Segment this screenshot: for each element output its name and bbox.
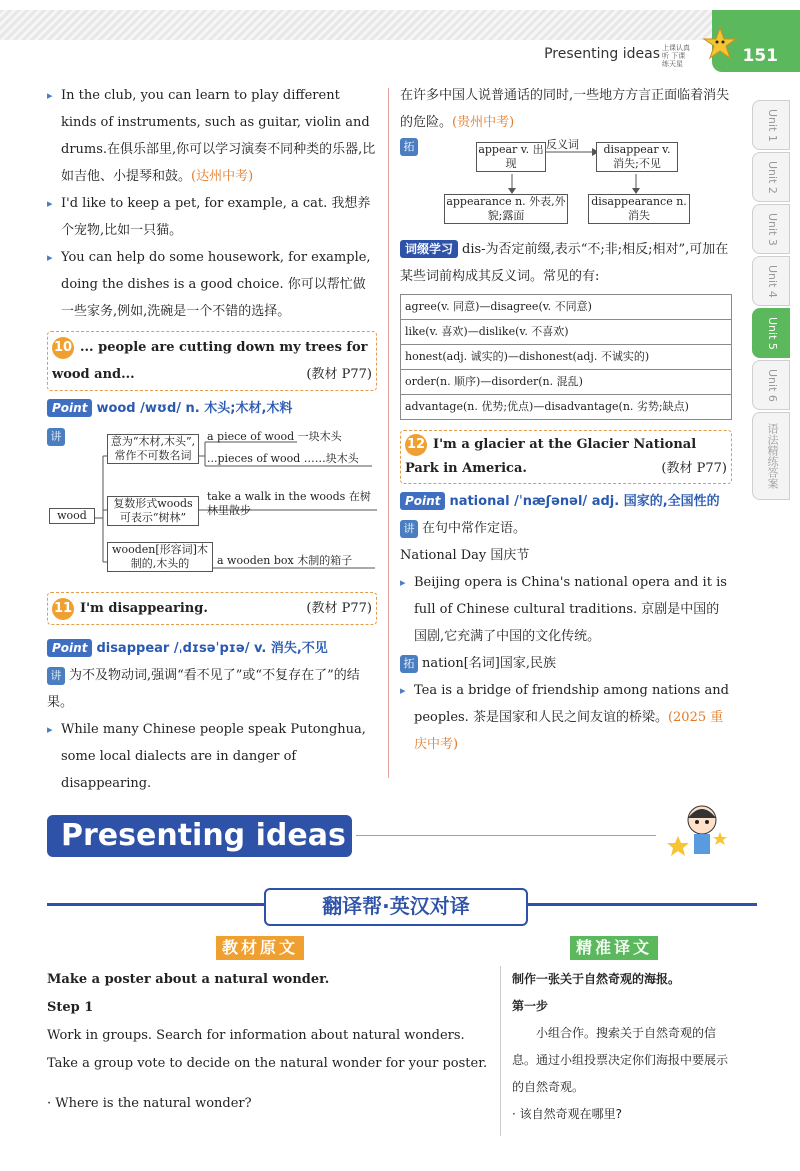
table-row: honest(adj. 诚实的)—dishonest(adj. 不诚实的) [401,345,731,370]
star-mascot-icon [702,26,738,62]
table-row: advantage(n. 优势;优点)—disadvantage(n. 劣势;缺点) [405,400,689,413]
source-text-badge: 教材原文 [216,936,304,960]
chinese-translation [512,966,736,1128]
woods-box: 复数形式woods可表示“树林” [107,496,199,526]
question-zh: · 该自然奇观在哪里? [512,1107,622,1121]
side-tab-unit4[interactable]: Unit 4 [752,256,790,306]
putonghua-translation: 在许多中国人说普通话的同时,一些地方方言正面临着消失的危险。(贵州中考) [400,88,730,130]
side-tab-unit1[interactable]: Unit 1 [752,100,790,150]
wood-point: Point wood /wʊd/ n. 木头;木材,木料 [47,395,377,422]
example-beijing-opera: ▸ Beijing opera is China's national opera and it is full of Chinese cultural traditions. 京剧是中国的国剧,它充满了中国的文化传统。 [400,569,732,650]
header-stripe [0,10,716,40]
disappear-note: 讲 为不及物动词,强调“看不见了”或“不复存在了”的结果。 [47,668,360,710]
english-source [47,966,491,1118]
jiang-icon: 讲 [400,520,418,538]
example-housework: ▸ You can help do some housework, for example, doing the dishes is a good choice. 你可以帮忙做一些家务,例如,洗碗是一个不错的选择。 [47,244,377,325]
wood-mindmap [47,428,377,580]
wood-meaning-box: 意为“木材,木头”,常作不可数名词 [107,434,199,464]
example-tea: ▸ Tea is a bridge of friendship among nations and peoples. 茶是国家和人民之间友谊的桥梁。(2025 重庆中考) [400,677,732,758]
wooden-example: a wooden box 木制的箱子 [217,554,353,567]
appear-diagram [400,138,732,228]
antonym-label: 反义词 [546,138,579,151]
translation-badge: 精准译文 [570,936,658,960]
appearance-box: appearance n. 外表,外貌;露面 [444,194,568,224]
example-pet: ▸ I'd like to keep a pet, for example, a cat. 我想养个宠物,比如一只猫。 [47,190,377,244]
side-tab-unit3[interactable]: Unit 3 [752,204,790,254]
tuo-icon: 拓 [400,138,418,156]
side-tab-unit6[interactable]: Unit 6 [752,360,790,410]
item-12: 12 I'm a glacier at the Glacier National Park in America. (教材 P77) [400,430,732,484]
right-column [400,82,732,136]
national-day: National Day 国庆节 [400,548,530,563]
appear-box: appear v. 出现 [476,142,546,172]
left-column [47,82,377,422]
national-note: 讲 在句中常作定语。 [400,515,732,542]
disappearance-box: disappearance n. 消失 [588,194,690,224]
step-zh: 第一步 [512,999,549,1013]
example-club: ▸ In the club, you can learn to play different kinds of instruments, such as guitar, violin and drums.在俱乐部里,你可以学习演奏不同种类的乐器,比如吉他、小提琴和鼓。(达州中考) [47,82,377,190]
table-row: agree(v. 同意)—disagree(v. 不同意) [401,295,731,320]
question-en: · Where is the natural wonder? [47,1096,252,1111]
section-title: Presenting ideas [544,46,660,62]
header-tagline: 上课认真听 下课练天星 [662,44,690,68]
tuo-icon: 拓 [400,655,418,673]
column-divider [388,88,389,778]
wood-center-box: wood [49,508,95,524]
banner-rule [356,835,656,836]
side-tab-unit5[interactable]: Unit 5 [752,308,790,358]
woods-example: take a walk in the woods 在树林里散步 [207,490,371,517]
side-tab-unit2[interactable]: Unit 2 [752,152,790,202]
task-title-en: Make a poster about a natural wonder. [47,972,330,987]
table-row: like(v. 喜欢)—dislike(v. 不喜欢) [401,320,731,345]
step-para-en: Work in groups. Search for information about natural wonders. Take a group vote to decide on the natural wonder for your poster. [47,1028,488,1071]
step-en: Step 1 [47,1000,94,1015]
page-number: 151 [742,46,778,66]
nation-extension: 拓 nation[名词]国家,民族 [400,650,732,677]
girl-mascot-icon [664,796,734,866]
wood-example-2: ...pieces of wood ……块木头 [207,452,359,465]
prefix-badge: 词缀学习 [400,240,458,258]
wood-example-1: a piece of wood 一块木头 [207,430,342,443]
jiang-icon: 讲 [47,667,65,685]
item-10: 10 ... people are cutting down my trees for wood and... (教材 P77) [47,331,377,391]
disappear-point: Point disappear /ˌdɪsəˈpɪə/ v. 消失,不见 [47,635,377,662]
item-11: 11 I'm disappearing. (教材 P77) [47,592,377,625]
step-para-zh: 小组合作。搜索关于自然奇观的信息。通过小组投票决定你们海报中要展示的自然奇观。 [512,1026,729,1094]
dis-word-table [400,294,732,420]
table-row: order(n. 顺序)—disorder(n. 混乱) [401,370,731,395]
task-title-zh: 制作一张关于自然奇观的海报。 [512,972,681,986]
example-putonghua: ▸ While many Chinese people speak Putonghua, some local dialects are in danger of disappearing. [47,716,377,797]
translation-divider [500,966,501,1136]
national-point: Point national /ˈnæʃənəl/ adj. 国家的,全国性的 [400,488,732,515]
wooden-box: wooden[形容词]木制的,木头的 [107,542,213,572]
jiang-icon: 讲 [47,428,65,446]
prefix-section [400,236,732,758]
side-tab-answers[interactable]: 语法精练答案 [752,412,790,500]
presenting-ideas-banner: Presenting ideas [47,815,352,857]
disappear-box: disappear v. 消失;不见 [596,142,678,172]
prefix-note: 词缀学习 dis-为否定前缀,表示“不;非;相反;相对”,可加在某些词前构成其反义词。常见的有: [400,242,729,284]
left-column-lower [47,592,377,797]
translation-banner: 翻译帮·英汉对译 [264,888,528,926]
